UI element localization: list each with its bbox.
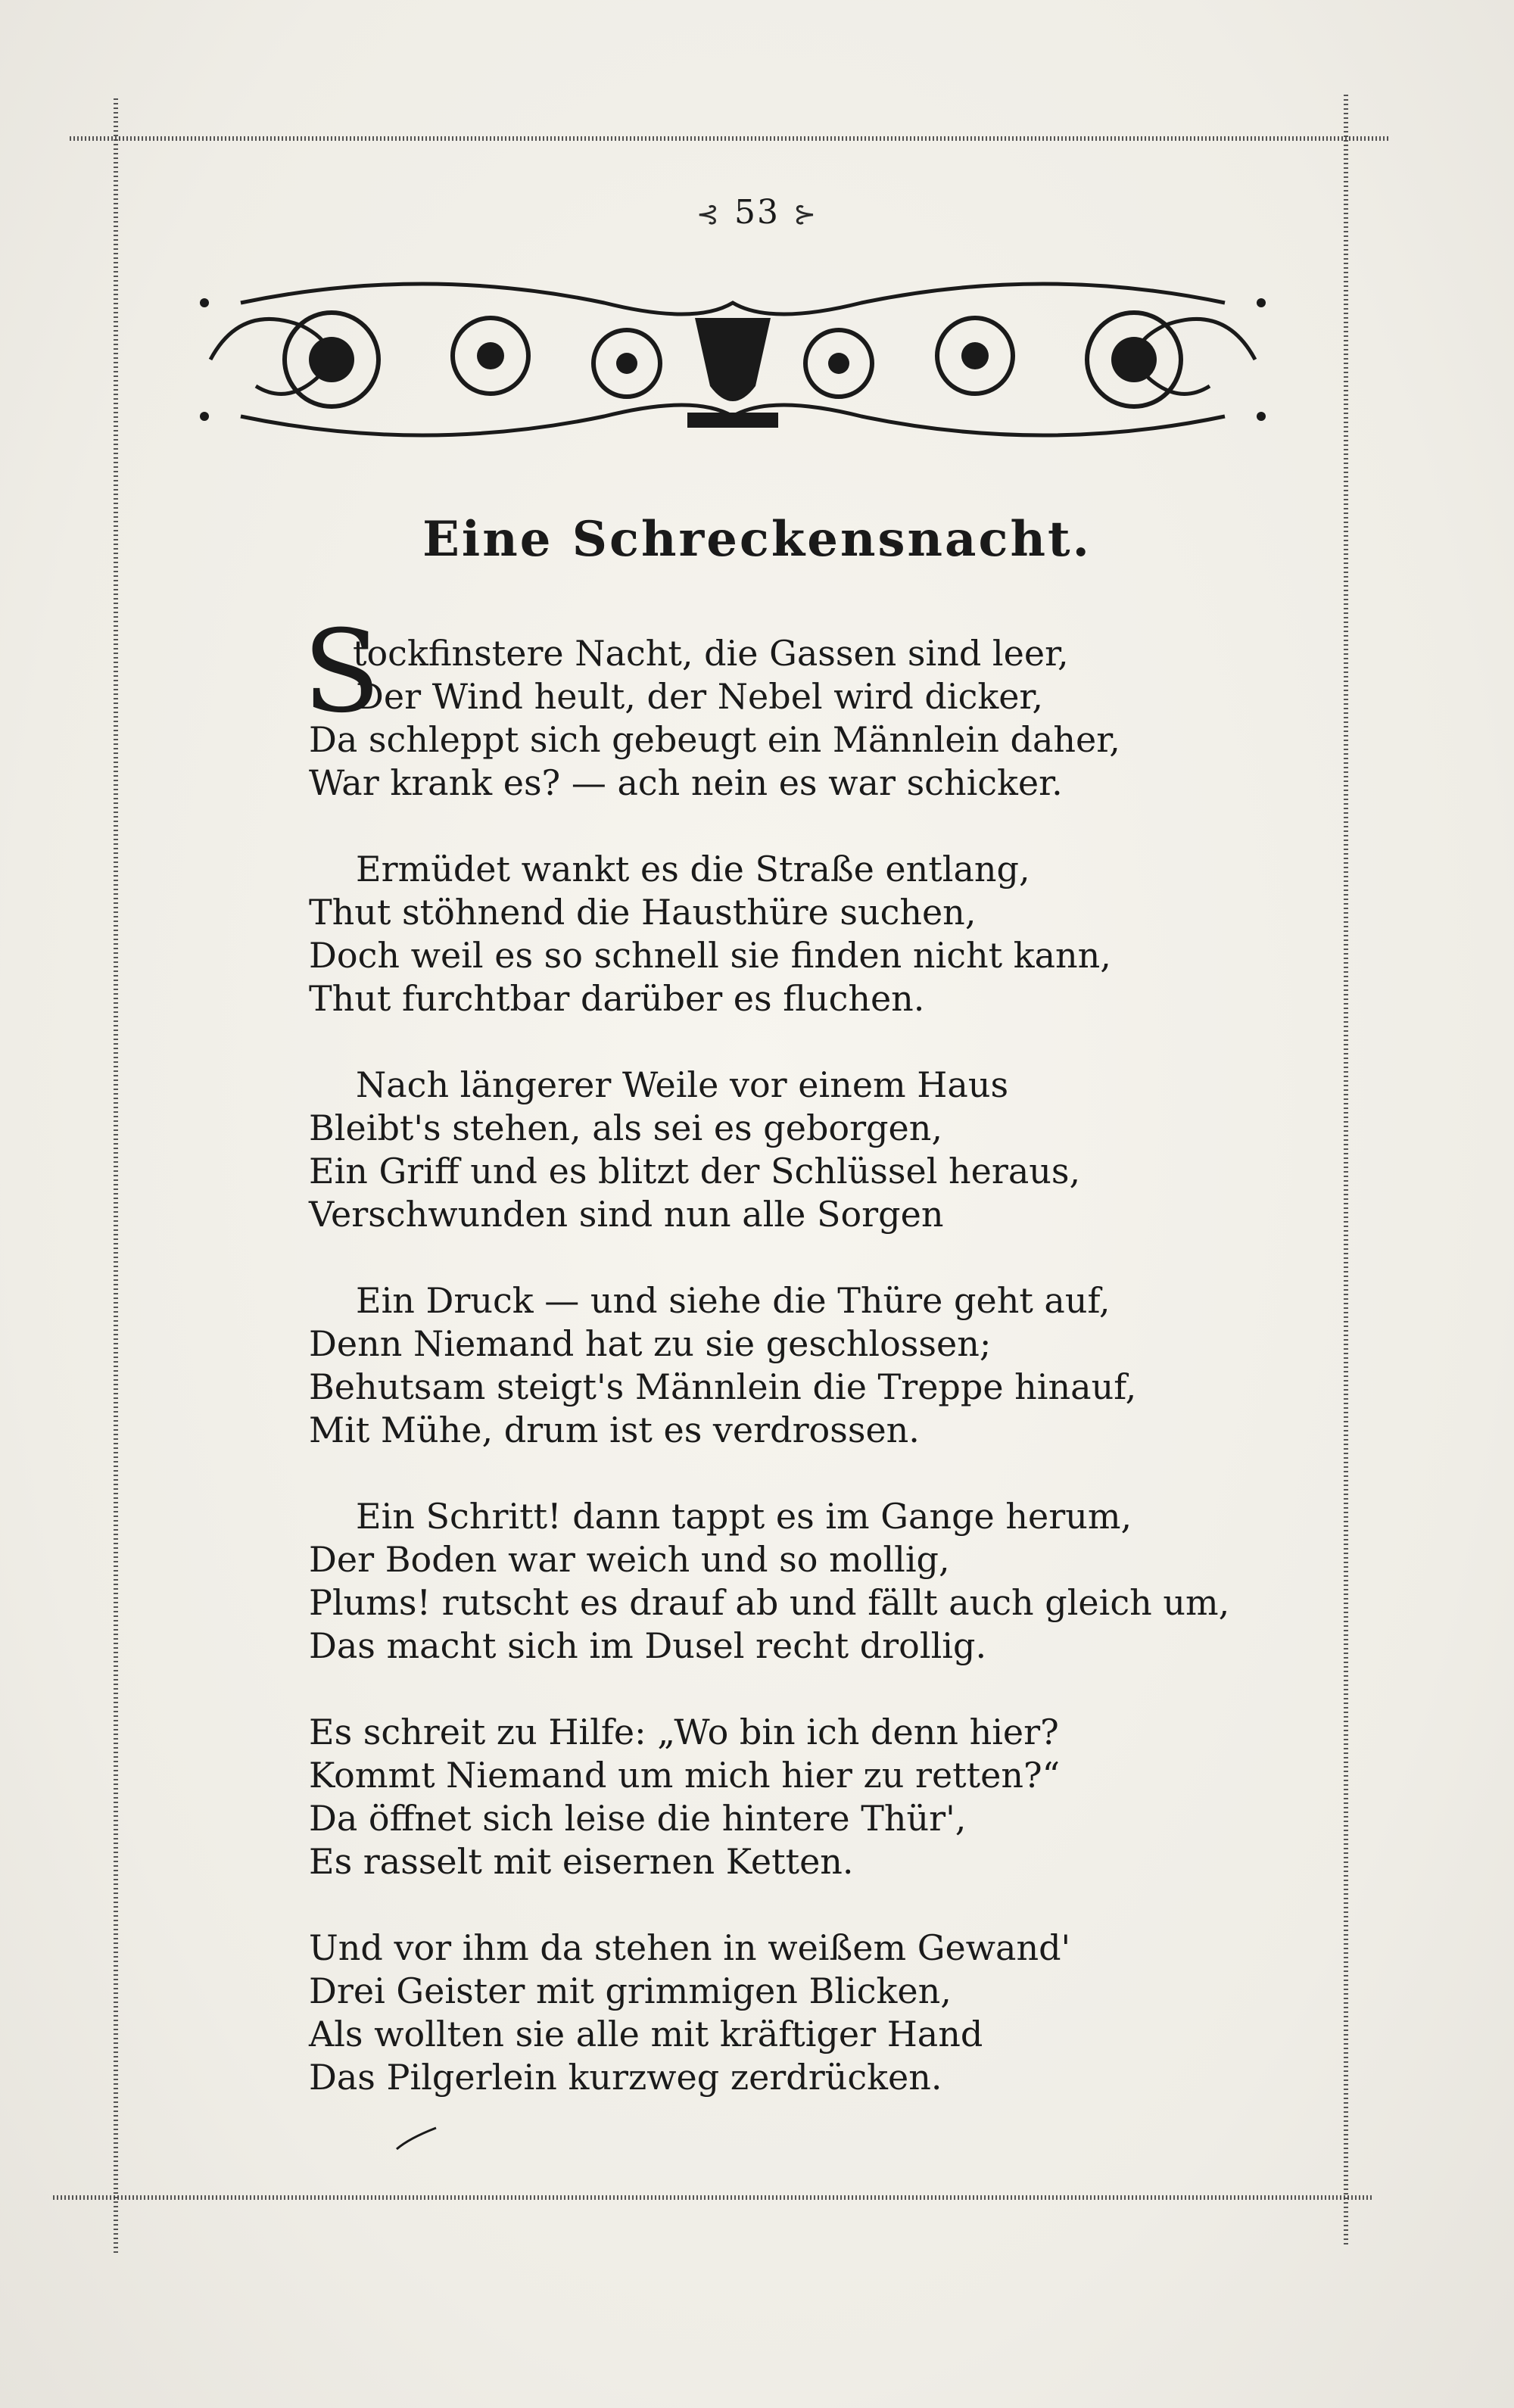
poem-line: Das Pilgerlein kurzweg zerdrücken. xyxy=(309,2057,942,2098)
poem-line: Kommt Niemand um mich hier zu retten?“ xyxy=(309,1755,1061,1796)
poem-line: Drei Geister mit grimmigen Blicken, xyxy=(309,1970,952,2011)
poem-line: Ein Schritt! dann tappt es im Gange herum, xyxy=(356,1496,1132,1537)
stanza-4 xyxy=(309,1279,1142,1452)
poem-line: Der Wind heult, der Nebel wird dicker, xyxy=(356,676,1043,717)
drop-cap: S xyxy=(303,606,381,738)
poem-line: Ermüdet wankt es die Straße entlang, xyxy=(356,849,1030,889)
right-flourish-icon: ⊱ xyxy=(793,199,818,230)
poem-line: Doch weil es so schnell sie finden nicht kann, xyxy=(309,935,1111,976)
poem-line: War krank es? — ach nein es war schicker. xyxy=(309,762,1063,803)
stanza-3 xyxy=(309,1064,1142,1236)
poem-line: Als wollten sie alle mit kräftiger Hand xyxy=(309,2014,983,2054)
poem-line: Mit Mühe, drum ist es verdrossen. xyxy=(309,1410,920,1450)
poem-line: Da öffnet sich leise die hintere Thür', xyxy=(309,1798,967,1839)
pen-stroke-mark-icon xyxy=(394,2123,439,2154)
poem-line: Thut furchtbar darüber es fluchen. xyxy=(309,978,925,1019)
stanza-6 xyxy=(309,1711,1142,1883)
poem-line: Behutsam steigt's Männlein die Treppe hinauf, xyxy=(309,1366,1137,1407)
stanza-5 xyxy=(309,1495,1230,1668)
page-number-value: 53 xyxy=(734,193,780,232)
poem-body xyxy=(303,606,1230,2142)
ornamental-header-band-icon xyxy=(195,273,1270,447)
stanza-1 xyxy=(303,606,1142,805)
stanza-7 xyxy=(309,1927,1142,2099)
poem-title: Eine Schreckensnacht. xyxy=(422,511,1092,568)
poem-line: Es rasselt mit eisernen Ketten. xyxy=(309,1841,854,1882)
poem-line: Es schreit zu Hilfe: „Wo bin ich denn hier? xyxy=(309,1712,1059,1752)
poem-line-text: tockfinstere Nacht, die Gassen sind leer, xyxy=(353,633,1069,674)
poem-line: Denn Niemand hat zu sie geschlossen; xyxy=(309,1323,992,1364)
poem-line: Verschwunden sind nun alle Sorgen xyxy=(309,1194,944,1235)
frame-right-rule xyxy=(1344,95,1348,2244)
poem-line: Der Boden war weich und so mollig, xyxy=(309,1539,950,1580)
poem-line: Plums! rutscht es drauf ab und fällt auch gleich um, xyxy=(309,1582,1230,1623)
stanza-2 xyxy=(309,848,1142,1020)
poem-line: Ein Griff und es blitzt der Schlüssel heraus, xyxy=(309,1151,1081,1192)
poem-line: Bleibt's stehen, als sei es geborgen, xyxy=(309,1107,942,1148)
poem-line: Nach längerer Weile vor einem Haus xyxy=(356,1064,1009,1105)
frame-left-rule xyxy=(114,98,118,2256)
poem-line: Da schleppt sich gebeugt ein Männlein daher, xyxy=(309,719,1120,760)
left-flourish-icon: ⊰ xyxy=(696,199,721,230)
page-number xyxy=(0,193,1514,232)
frame-top-rule xyxy=(70,136,1391,141)
poem-line: Thut stöhnend die Hausthüre suchen, xyxy=(309,892,977,933)
frame-bottom-rule xyxy=(53,2195,1374,2200)
poem-line: Und vor ihm da stehen in weißem Gewand' xyxy=(309,1927,1071,1968)
poem-line: Ein Druck — und siehe die Thüre geht auf, xyxy=(356,1280,1111,1321)
poem-line: Das macht sich im Dusel recht drollig. xyxy=(309,1625,987,1666)
